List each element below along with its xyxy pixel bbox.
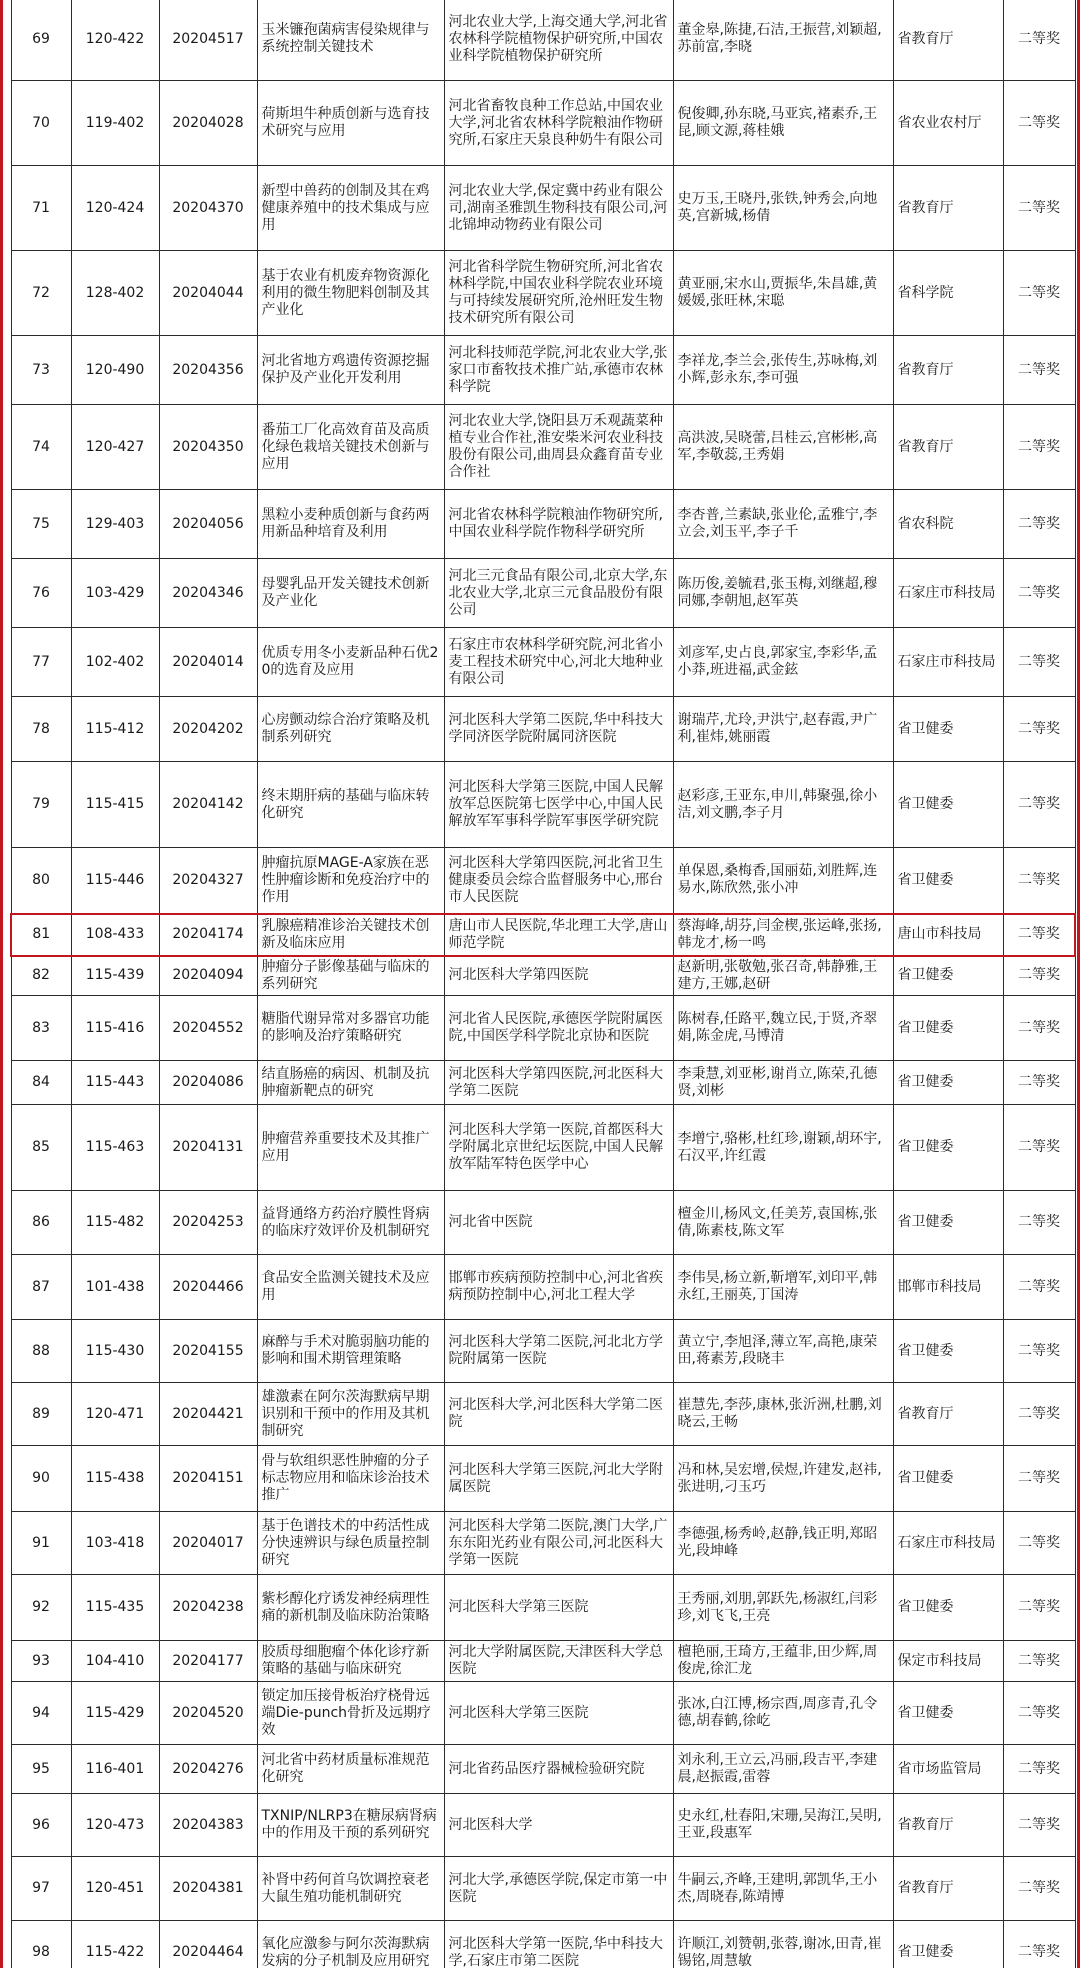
cell-project: 补肾中药何首乌饮调控衰老大鼠生殖功能机制研究 xyxy=(257,1857,444,1921)
cell-project: 优质专用冬小麦新品种石优20的选育及应用 xyxy=(257,628,444,697)
cell-dept: 邯郸市科技局 xyxy=(893,1255,1003,1320)
table-row xyxy=(11,996,1075,1061)
cell-id: 20204421 xyxy=(159,1383,257,1446)
table-row xyxy=(11,762,1075,848)
cell-code: 115-415 xyxy=(71,762,159,848)
table-row xyxy=(11,1641,1075,1682)
cell-code: 115-439 xyxy=(71,956,159,996)
cell-project: 骨与软组织恶性肿瘤的分子标志物应用和临床诊治技术推广 xyxy=(257,1446,444,1512)
cell-id: 20204017 xyxy=(159,1512,257,1575)
cell-id: 20204381 xyxy=(159,1857,257,1921)
cell-units: 河北医科大学第三医院,中国人民解放军总医院第七医学中心,中国人民解放军军事科学院军事医学研究院 xyxy=(444,762,673,848)
cell-dept: 石家庄市科技局 xyxy=(893,559,1003,628)
cell-no: 77 xyxy=(11,628,71,697)
cell-level: 二等奖 xyxy=(1003,1061,1075,1105)
cell-id: 20204202 xyxy=(159,697,257,762)
cell-project: 糖脂代谢异常对多器官功能的影响及治疗策略研究 xyxy=(257,996,444,1061)
cell-project: 心房颤动综合治疗策略及机制系列研究 xyxy=(257,697,444,762)
cell-people: 黄立宁,李旭泽,薄立军,高艳,康荣田,蒋素芳,段晓丰 xyxy=(673,1320,893,1383)
table-body xyxy=(11,0,1075,1968)
cell-people: 许顺江,刘赞朝,张蓉,谢冰,田青,崔锡铭,周慧敏 xyxy=(673,1921,893,1968)
cell-id: 20204464 xyxy=(159,1921,257,1968)
cell-code: 120-473 xyxy=(71,1794,159,1857)
cell-dept: 省卫健委 xyxy=(893,996,1003,1061)
cell-level: 二等奖 xyxy=(1003,1794,1075,1857)
cell-id: 20204466 xyxy=(159,1255,257,1320)
table-row xyxy=(11,697,1075,762)
cell-no: 79 xyxy=(11,762,71,848)
table-row xyxy=(11,1105,1075,1191)
cell-units: 河北医科大学第三医院,河北大学附属医院 xyxy=(444,1446,673,1512)
cell-dept: 省市场监管局 xyxy=(893,1745,1003,1794)
cell-no: 76 xyxy=(11,559,71,628)
cell-no: 75 xyxy=(11,490,71,559)
cell-project: 肿瘤营养重要技术及其推广应用 xyxy=(257,1105,444,1191)
cell-units: 河北医科大学第二医院,澳门大学,广东东阳光药业有限公司,河北医科大学第一医院 xyxy=(444,1512,673,1575)
cell-no: 95 xyxy=(11,1745,71,1794)
cell-people: 倪俊卿,孙东晓,马亚宾,褚素乔,王昆,顾文源,蒋桂娥 xyxy=(673,81,893,166)
cell-no: 74 xyxy=(11,405,71,490)
cell-units: 河北医科大学,河北医科大学第二医院 xyxy=(444,1383,673,1446)
cell-id: 20204086 xyxy=(159,1061,257,1105)
cell-code: 119-402 xyxy=(71,81,159,166)
cell-project: 终末期肝病的基础与临床转化研究 xyxy=(257,762,444,848)
cell-id: 20204056 xyxy=(159,490,257,559)
cell-dept: 省教育厅 xyxy=(893,336,1003,405)
cell-project: 基于色谱技术的中药活性成分快速辨识与绿色质量控制研究 xyxy=(257,1512,444,1575)
cell-project: 荷斯坦牛种质创新与选育技术研究与应用 xyxy=(257,81,444,166)
cell-level: 二等奖 xyxy=(1003,405,1075,490)
cell-people: 赵彩彦,王亚东,申川,韩聚强,徐小洁,刘文鹏,李子月 xyxy=(673,762,893,848)
cell-level: 二等奖 xyxy=(1003,1682,1075,1745)
table-row xyxy=(11,405,1075,490)
cell-people: 刘彦军,史占良,郭家宝,李彩华,孟小莽,班进福,武金鉉 xyxy=(673,628,893,697)
table-row xyxy=(11,1320,1075,1383)
cell-level: 二等奖 xyxy=(1003,1745,1075,1794)
cell-units: 唐山市人民医院,华北理工大学,唐山师范学院 xyxy=(444,914,673,956)
cell-units: 河北省药品医疗器械检验研究院 xyxy=(444,1745,673,1794)
cell-people: 史万玉,王晓丹,张铁,钟秀会,向地英,宫新城,杨倩 xyxy=(673,166,893,251)
table-row xyxy=(11,490,1075,559)
cell-dept: 唐山市科技局 xyxy=(893,914,1003,956)
table-row xyxy=(11,0,1075,81)
cell-project: 锁定加压接骨板治疗桡骨远端Die-punch骨折及远期疗效 xyxy=(257,1682,444,1745)
cell-code: 104-410 xyxy=(71,1641,159,1682)
cell-dept: 省卫健委 xyxy=(893,1921,1003,1968)
cell-level: 二等奖 xyxy=(1003,848,1075,914)
cell-code: 103-418 xyxy=(71,1512,159,1575)
cell-people: 谢瑞芹,尤玲,尹洪宁,赵春霞,尹广利,崔炜,姚丽霞 xyxy=(673,697,893,762)
cell-people: 李祥龙,李兰会,张传生,苏咏梅,刘小辉,彭永东,李可强 xyxy=(673,336,893,405)
cell-people: 檀金川,杨风文,任美芳,袁国栋,张倩,陈素枝,陈文军 xyxy=(673,1191,893,1255)
cell-no: 85 xyxy=(11,1105,71,1191)
cell-no: 90 xyxy=(11,1446,71,1512)
cell-units: 河北医科大学第二医院,华中科技大学同济医学院附属同济医院 xyxy=(444,697,673,762)
cell-level: 二等奖 xyxy=(1003,697,1075,762)
cell-people: 陈历俊,姜毓君,张玉梅,刘继超,穆同娜,李朝旭,赵军英 xyxy=(673,559,893,628)
cell-project: 河北省中药材质量标准规范化研究 xyxy=(257,1745,444,1794)
cell-project: 新型中兽药的创制及其在鸡健康养殖中的技术集成与应用 xyxy=(257,166,444,251)
cell-units: 河北医科大学第一医院,首都医科大学附属北京世纪坛医院,中国人民解放军陆军特色医学中心 xyxy=(444,1105,673,1191)
cell-project: 番茄工厂化高效育苗及高质化绿色栽培关键技术创新与应用 xyxy=(257,405,444,490)
table-row xyxy=(11,1682,1075,1745)
cell-no: 84 xyxy=(11,1061,71,1105)
cell-level: 二等奖 xyxy=(1003,1512,1075,1575)
cell-units: 河北医科大学第一医院,华中科技大学,石家庄市第二医院 xyxy=(444,1921,673,1968)
cell-id: 20204014 xyxy=(159,628,257,697)
cell-units: 河北医科大学 xyxy=(444,1794,673,1857)
cell-project: 胶质母细胞瘤个体化诊疗新策略的基础与临床研究 xyxy=(257,1641,444,1682)
cell-code: 120-427 xyxy=(71,405,159,490)
cell-dept: 省卫健委 xyxy=(893,697,1003,762)
cell-no: 97 xyxy=(11,1857,71,1921)
cell-no: 87 xyxy=(11,1255,71,1320)
cell-level: 二等奖 xyxy=(1003,336,1075,405)
cell-project: 益肾通络方药治疗膜性肾病的临床疗效评价及机制研究 xyxy=(257,1191,444,1255)
cell-id: 20204151 xyxy=(159,1446,257,1512)
table-row xyxy=(11,1512,1075,1575)
table-row xyxy=(11,914,1075,956)
cell-dept: 省农科院 xyxy=(893,490,1003,559)
cell-people: 李杏普,兰素缺,张业伦,孟雅宁,李立会,刘玉平,李子千 xyxy=(673,490,893,559)
cell-code: 115-446 xyxy=(71,848,159,914)
cell-code: 115-430 xyxy=(71,1320,159,1383)
cell-people: 李增宁,骆彬,杜红珍,谢颖,胡环宇,石汉平,许红霞 xyxy=(673,1105,893,1191)
cell-people: 赵新明,张敬勉,张召奇,韩静雅,王建方,王娜,赵研 xyxy=(673,956,893,996)
cell-code: 115-438 xyxy=(71,1446,159,1512)
cell-people: 蔡海峰,胡芬,闫金楔,张运峰,张扬,韩龙才,杨一鸣 xyxy=(673,914,893,956)
cell-units: 河北医科大学第四医院 xyxy=(444,956,673,996)
cell-id: 20204350 xyxy=(159,405,257,490)
cell-code: 115-429 xyxy=(71,1682,159,1745)
cell-code: 115-435 xyxy=(71,1575,159,1641)
cell-units: 河北省畜牧良种工作总站,中国农业大学,河北省农林科学院粮油作物研究所,石家庄天泉良种奶牛有限公司 xyxy=(444,81,673,166)
cell-dept: 省卫健委 xyxy=(893,848,1003,914)
cell-code: 108-433 xyxy=(71,914,159,956)
cell-code: 120-451 xyxy=(71,1857,159,1921)
cell-units: 河北医科大学第三医院 xyxy=(444,1682,673,1745)
cell-no: 73 xyxy=(11,336,71,405)
cell-dept: 省卫健委 xyxy=(893,1682,1003,1745)
cell-id: 20204356 xyxy=(159,336,257,405)
cell-units: 河北医科大学第四医院,河北省卫生健康委员会综合监督服务中心,邢台市人民医院 xyxy=(444,848,673,914)
cell-id: 20204177 xyxy=(159,1641,257,1682)
cell-dept: 保定市科技局 xyxy=(893,1641,1003,1682)
cell-code: 115-443 xyxy=(71,1061,159,1105)
cell-dept: 省科学院 xyxy=(893,251,1003,336)
table-row xyxy=(11,1921,1075,1968)
cell-units: 河北省科学院生物研究所,河北省农林科学院,中国农业科学院农业环境与可持续发展研究所,沧州旺发生物技术研究所有限公司 xyxy=(444,251,673,336)
cell-id: 20204142 xyxy=(159,762,257,848)
cell-no: 92 xyxy=(11,1575,71,1641)
cell-project: 氧化应激参与阿尔茨海默病发病的分子机制及应用研究 xyxy=(257,1921,444,1968)
cell-code: 128-402 xyxy=(71,251,159,336)
cell-id: 20204253 xyxy=(159,1191,257,1255)
cell-project: 紫杉醇化疗诱发神经病理性痛的新机制及临床防治策略 xyxy=(257,1575,444,1641)
cell-id: 20204517 xyxy=(159,0,257,81)
cell-id: 20204131 xyxy=(159,1105,257,1191)
cell-project: 雄激素在阿尔茨海默病早期识别和干预中的作用及其机制研究 xyxy=(257,1383,444,1446)
table-row xyxy=(11,81,1075,166)
cell-units: 河北三元食品有限公司,北京大学,东北农业大学,北京三元食品股份有限公司 xyxy=(444,559,673,628)
cell-id: 20204174 xyxy=(159,914,257,956)
cell-id: 20204094 xyxy=(159,956,257,996)
cell-people: 张冰,白江博,杨宗酉,周彦青,孔令德,胡春鹤,徐屹 xyxy=(673,1682,893,1745)
cell-units: 河北省中医院 xyxy=(444,1191,673,1255)
cell-people: 崔慧先,李莎,康林,张沂洲,杜鹏,刘晓云,王畅 xyxy=(673,1383,893,1446)
cell-level: 二等奖 xyxy=(1003,0,1075,81)
cell-code: 120-490 xyxy=(71,336,159,405)
cell-dept: 省教育厅 xyxy=(893,405,1003,490)
cell-code: 115-412 xyxy=(71,697,159,762)
cell-project: 黑粒小麦种质创新与食药两用新品种培育及利用 xyxy=(257,490,444,559)
cell-dept: 省教育厅 xyxy=(893,1794,1003,1857)
cell-level: 二等奖 xyxy=(1003,956,1075,996)
cell-level: 二等奖 xyxy=(1003,762,1075,848)
cell-level: 二等奖 xyxy=(1003,996,1075,1061)
cell-units: 河北医科大学第三医院 xyxy=(444,1575,673,1641)
cell-no: 69 xyxy=(11,0,71,81)
table-row xyxy=(11,1575,1075,1641)
cell-people: 史永红,杜春阳,宋珊,吴海江,吴明,王亚,段惠军 xyxy=(673,1794,893,1857)
cell-units: 河北省人民医院,承德医学院附属医院,中国医学科学院北京协和医院 xyxy=(444,996,673,1061)
table-row xyxy=(11,1857,1075,1921)
cell-no: 83 xyxy=(11,996,71,1061)
table-row xyxy=(11,336,1075,405)
cell-project: 食品安全监测关键技术及应用 xyxy=(257,1255,444,1320)
cell-project: 基于农业有机废弃物资源化利用的微生物肥料创制及其产业化 xyxy=(257,251,444,336)
table-row xyxy=(11,1446,1075,1512)
cell-no: 88 xyxy=(11,1320,71,1383)
cell-dept: 省教育厅 xyxy=(893,166,1003,251)
cell-units: 河北农业大学,上海交通大学,河北省农林科学院植物保护研究所,中国农业科学院植物保护研究所 xyxy=(444,0,673,81)
cell-no: 89 xyxy=(11,1383,71,1446)
cell-units: 石家庄市农林科学研究院,河北省小麦工程技术研究中心,河北大地种业有限公司 xyxy=(444,628,673,697)
table-row xyxy=(11,1383,1075,1446)
cell-id: 20204520 xyxy=(159,1682,257,1745)
table-row xyxy=(11,1191,1075,1255)
cell-level: 二等奖 xyxy=(1003,1105,1075,1191)
cell-code: 115-422 xyxy=(71,1921,159,1968)
table-row xyxy=(11,1794,1075,1857)
cell-code: 120-422 xyxy=(71,0,159,81)
cell-level: 二等奖 xyxy=(1003,1641,1075,1682)
cell-dept: 省教育厅 xyxy=(893,1857,1003,1921)
cell-dept: 省卫健委 xyxy=(893,1105,1003,1191)
cell-no: 70 xyxy=(11,81,71,166)
cell-no: 98 xyxy=(11,1921,71,1968)
cell-dept: 省教育厅 xyxy=(893,0,1003,81)
cell-people: 高洪波,吴晓蕾,吕桂云,宫彬彬,高军,李敬蕊,王秀娟 xyxy=(673,405,893,490)
cell-project: 肿瘤分子影像基础与临床的系列研究 xyxy=(257,956,444,996)
cell-id: 20204552 xyxy=(159,996,257,1061)
table-row xyxy=(11,1745,1075,1794)
cell-units: 河北大学附属医院,天津医科大学总医院 xyxy=(444,1641,673,1682)
cell-code: 115-463 xyxy=(71,1105,159,1191)
cell-level: 二等奖 xyxy=(1003,1446,1075,1512)
cell-people: 李伟昊,杨立新,靳增军,刘印平,韩永红,王丽英,丁国涛 xyxy=(673,1255,893,1320)
cell-level: 二等奖 xyxy=(1003,1575,1075,1641)
cell-units: 河北医科大学第二医院,河北北方学院附属第一医院 xyxy=(444,1320,673,1383)
cell-code: 102-402 xyxy=(71,628,159,697)
cell-people: 黄亚丽,宋水山,贾振华,朱昌雄,黄媛媛,张旺林,宋聪 xyxy=(673,251,893,336)
cell-no: 81 xyxy=(11,914,71,956)
cell-project: 母婴乳品开发关键技术创新及产业化 xyxy=(257,559,444,628)
cell-units: 河北医科大学第四医院,河北医科大学第二医院 xyxy=(444,1061,673,1105)
cell-id: 20204028 xyxy=(159,81,257,166)
cell-project: 结直肠癌的病因、机制及抗肿瘤新靶点的研究 xyxy=(257,1061,444,1105)
cell-code: 116-401 xyxy=(71,1745,159,1794)
cell-level: 二等奖 xyxy=(1003,1191,1075,1255)
cell-project: 河北省地方鸡遗传资源挖掘保护及产业化开发利用 xyxy=(257,336,444,405)
table-row xyxy=(11,559,1075,628)
cell-people: 单保恩,桑梅香,国丽茹,刘胜辉,连易水,陈欣然,张小冲 xyxy=(673,848,893,914)
cell-people: 刘永利,王立云,冯丽,段吉平,李建晨,赵振霞,雷蓉 xyxy=(673,1745,893,1794)
cell-level: 二等奖 xyxy=(1003,251,1075,336)
cell-project: 肿瘤抗原MAGE-A家族在恶性肿瘤诊断和免疫治疗中的作用 xyxy=(257,848,444,914)
cell-dept: 省农业农村厅 xyxy=(893,81,1003,166)
cell-people: 冯和林,吴宏增,侯煜,许建发,赵祎,张进明,刁玉巧 xyxy=(673,1446,893,1512)
cell-project: 麻醉与手术对脆弱脑功能的影响和围术期管理策略 xyxy=(257,1320,444,1383)
table-row xyxy=(11,848,1075,914)
cell-units: 河北省农林科学院粮油作物研究所,中国农业科学院作物科学研究所 xyxy=(444,490,673,559)
cell-dept: 省卫健委 xyxy=(893,1320,1003,1383)
cell-project: 玉米镰孢菌病害侵染规律与系统控制关键技术 xyxy=(257,0,444,81)
cell-id: 20204238 xyxy=(159,1575,257,1641)
cell-dept: 省卫健委 xyxy=(893,762,1003,848)
cell-no: 71 xyxy=(11,166,71,251)
cell-level: 二等奖 xyxy=(1003,559,1075,628)
table-row xyxy=(11,1255,1075,1320)
cell-people: 李秉慧,刘亚彬,谢肖立,陈荣,孔德贤,刘彬 xyxy=(673,1061,893,1105)
cell-level: 二等奖 xyxy=(1003,1255,1075,1320)
cell-no: 82 xyxy=(11,956,71,996)
cell-people: 董金皋,陈捷,石洁,王振营,刘颖超,苏前富,李晓 xyxy=(673,0,893,81)
cell-no: 86 xyxy=(11,1191,71,1255)
cell-code: 120-424 xyxy=(71,166,159,251)
cell-code: 129-403 xyxy=(71,490,159,559)
cell-level: 二等奖 xyxy=(1003,914,1075,956)
cell-no: 91 xyxy=(11,1512,71,1575)
table-row xyxy=(11,166,1075,251)
cell-level: 二等奖 xyxy=(1003,490,1075,559)
cell-no: 94 xyxy=(11,1682,71,1745)
cell-dept: 石家庄市科技局 xyxy=(893,1512,1003,1575)
cell-dept: 石家庄市科技局 xyxy=(893,628,1003,697)
cell-project: 乳腺癌精准诊治关键技术创新及临床应用 xyxy=(257,914,444,956)
cell-people: 李德强,杨秀岭,赵静,钱正明,郑昭光,段坤峰 xyxy=(673,1512,893,1575)
cell-dept: 省卫健委 xyxy=(893,1446,1003,1512)
cell-units: 河北科技师范学院,河北农业大学,张家口市畜牧技术推广站,承德市农林科学院 xyxy=(444,336,673,405)
cell-people: 陈树春,任路平,魏立民,于贤,齐翠娟,陈金虎,马博清 xyxy=(673,996,893,1061)
cell-code: 115-416 xyxy=(71,996,159,1061)
cell-units: 邯郸市疾病预防控制中心,河北省疾病预防控制中心,河北工程大学 xyxy=(444,1255,673,1320)
table-row xyxy=(11,956,1075,996)
cell-id: 20204276 xyxy=(159,1745,257,1794)
award-table xyxy=(10,0,1076,1968)
cell-code: 120-471 xyxy=(71,1383,159,1446)
cell-id: 20204370 xyxy=(159,166,257,251)
cell-no: 72 xyxy=(11,251,71,336)
cell-code: 115-482 xyxy=(71,1191,159,1255)
cell-project: TXNIP/NLRP3在糖尿病肾病中的作用及干预的系列研究 xyxy=(257,1794,444,1857)
cell-level: 二等奖 xyxy=(1003,1857,1075,1921)
cell-code: 103-429 xyxy=(71,559,159,628)
cell-level: 二等奖 xyxy=(1003,81,1075,166)
cell-code: 101-438 xyxy=(71,1255,159,1320)
cell-id: 20204155 xyxy=(159,1320,257,1383)
cell-id: 20204346 xyxy=(159,559,257,628)
cell-level: 二等奖 xyxy=(1003,628,1075,697)
cell-no: 93 xyxy=(11,1641,71,1682)
cell-dept: 省卫健委 xyxy=(893,1575,1003,1641)
cell-id: 20204383 xyxy=(159,1794,257,1857)
cell-people: 王秀丽,刘朋,郭跃先,杨淑红,闫彩珍,刘飞飞,王亮 xyxy=(673,1575,893,1641)
cell-units: 河北大学,承德医学院,保定市第一中医院 xyxy=(444,1857,673,1921)
cell-dept: 省教育厅 xyxy=(893,1383,1003,1446)
cell-level: 二等奖 xyxy=(1003,1383,1075,1446)
cell-dept: 省卫健委 xyxy=(893,1191,1003,1255)
cell-units: 河北农业大学,保定冀中药业有限公司,湖南圣雅凯生物科技有限公司,河北锦坤动物药业有限公司 xyxy=(444,166,673,251)
cell-units: 河北农业大学,饶阳县万禾观蔬菜种植专业合作社,淮安柴米河农业科技股份有限公司,曲周县众鑫育苗专业合作社 xyxy=(444,405,673,490)
cell-no: 80 xyxy=(11,848,71,914)
cell-level: 二等奖 xyxy=(1003,1320,1075,1383)
cell-people: 牛嗣云,齐峰,王建明,郭凯华,王小杰,周晓春,陈靖博 xyxy=(673,1857,893,1921)
table-row xyxy=(11,251,1075,336)
cell-no: 96 xyxy=(11,1794,71,1857)
table-row xyxy=(11,628,1075,697)
cell-dept: 省卫健委 xyxy=(893,956,1003,996)
cell-no: 78 xyxy=(11,697,71,762)
cell-level: 二等奖 xyxy=(1003,166,1075,251)
cell-id: 20204044 xyxy=(159,251,257,336)
cell-id: 20204327 xyxy=(159,848,257,914)
table-row xyxy=(11,1061,1075,1105)
cell-people: 檀艳丽,王琦方,王蕴非,田少辉,周俊虎,徐汇龙 xyxy=(673,1641,893,1682)
cell-level: 二等奖 xyxy=(1003,1921,1075,1968)
cell-dept: 省卫健委 xyxy=(893,1061,1003,1105)
